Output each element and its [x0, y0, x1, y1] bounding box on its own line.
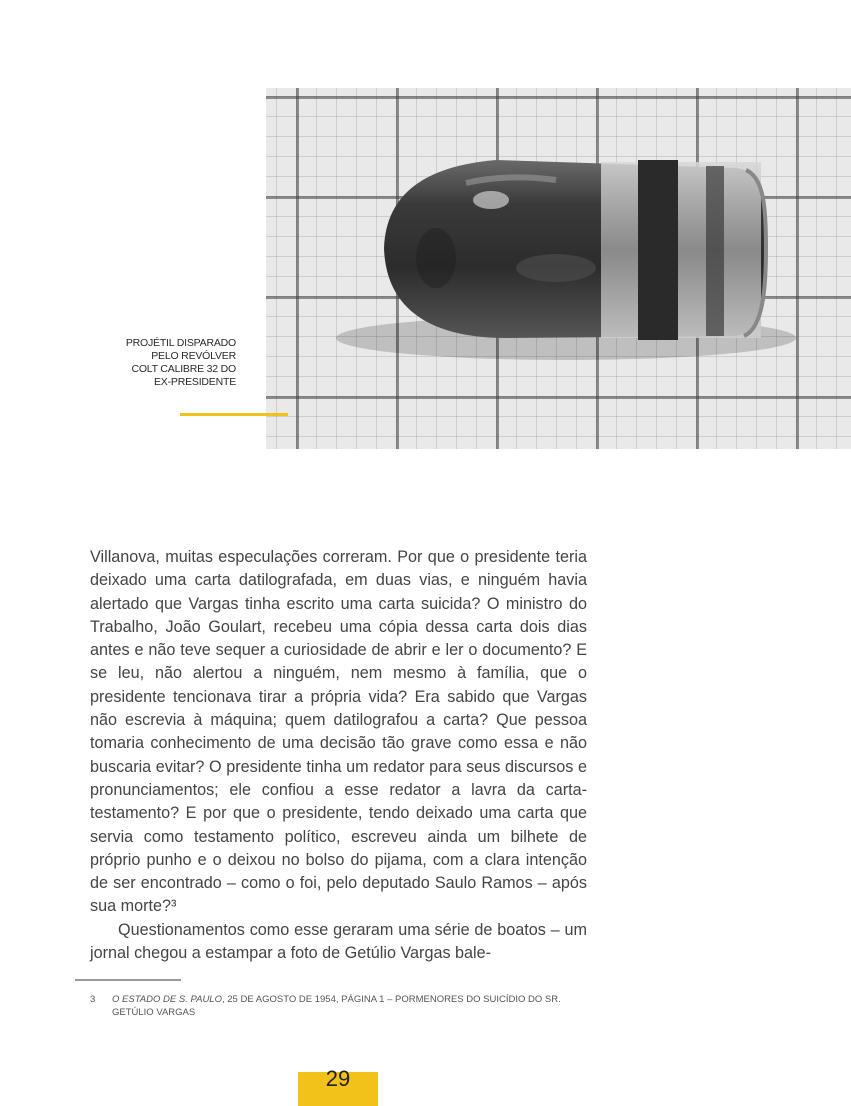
footnote-rule [75, 979, 181, 981]
footnote-number: 3 [90, 994, 96, 1005]
photo-caption [100, 337, 236, 389]
page-number-box [298, 1066, 378, 1106]
footnote-source: O ESTADO DE S. PAULO [112, 994, 222, 1005]
footnote [90, 993, 590, 1019]
footnote-text [112, 993, 590, 1019]
caption-line: PROJÉTIL DISPARADO [125, 337, 236, 349]
caption-accent-rule [180, 413, 288, 416]
footnote-details: , 25 DE AGOSTO DE 1954, PÁGINA 1 – PORMENORES DO SUICÍDIO DO SR. GETÚLIO VARGAS [112, 994, 561, 1018]
caption-line: COLT CALIBRE 32 DO [131, 363, 236, 375]
paragraph: Questionamentos como esse geraram uma série de boatos – um jornal chegou a estampar a foto de Getúlio Vargas bale- [90, 920, 587, 963]
paragraph: Villanova, muitas especulações correram. Por que o presidente teria deixado uma carta datilografada, em duas vias, e ninguém havia alertado que Vargas tinha escrito uma carta suicida? O ministro do Trabalho, João Goulart, recebeu uma cópia dessa carta dois dias antes e não teve sequer a curiosidade de abrir e ler o documento? E se leu, não alertou a ninguém, nem mesmo à família, que o presidente tencionava tirar a própria vida? Era sabido que Vargas não escrevia à máquina; quem datilografou a carta? Que pessoa tomaria conhecimento de uma decisão tão grave como essa e não buscaria evitar? O presidente tinha um redator para seus discursos e pronunciamentos; ele confiou a esse redator a lavra da carta-testamento? E por que o presidente, tendo deixado uma carta que servia como testamento político, escreveu ainda um bilhete de próprio punho e o deixou no bolso do pijama, com a clara intenção de ser encontrado – como o foi, pelo deputado Saulo Ramos – após sua morte?³ [90, 548, 587, 916]
bullet-photo [266, 88, 851, 449]
caption-line: PELO REVÓLVER [151, 350, 236, 362]
bullet-photo-icon [266, 88, 851, 449]
caption-line: EX-PRESIDENTE [154, 376, 236, 388]
body-text [90, 546, 587, 965]
page-number: 29 [325, 1066, 351, 1091]
